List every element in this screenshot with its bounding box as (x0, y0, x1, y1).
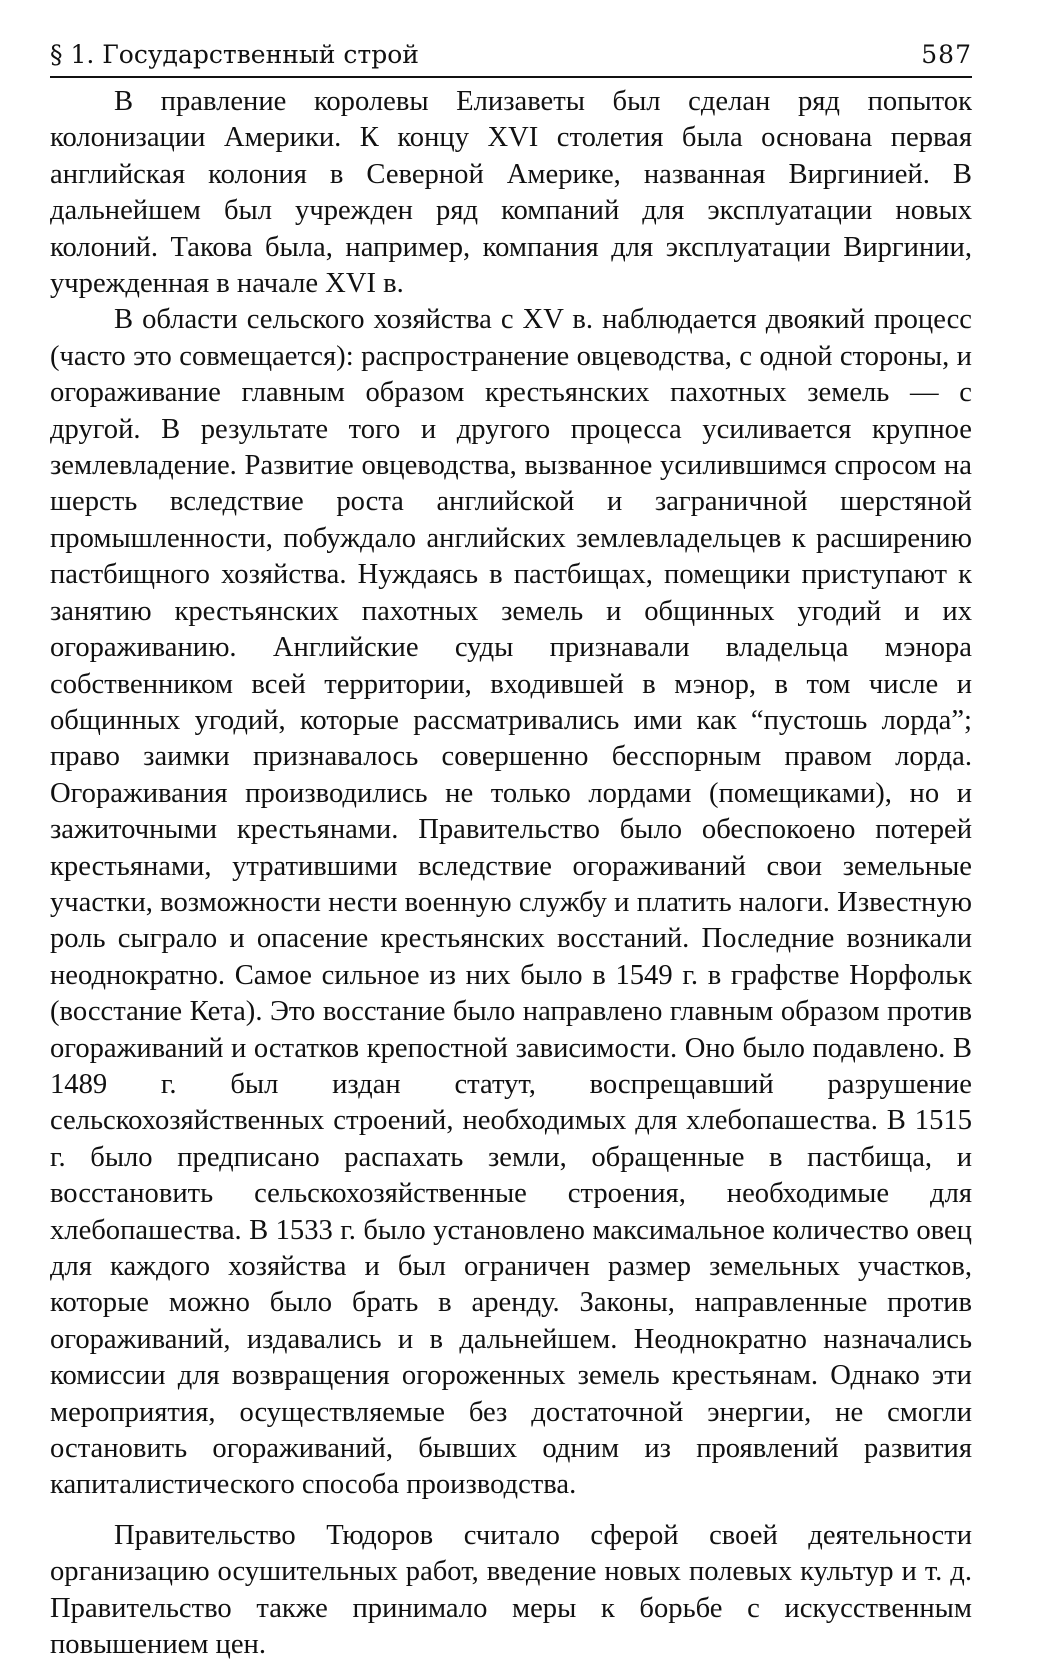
paragraph-agriculture: В области сельского хозяйства с XV в. наблюдается двоякий процесс (часто это совмещается): распространение овцеводства, с одной стороны, и огораживание главным образом крестьянских пахотных земель — с другой. В результате того и другого процесса усиливается крупное землевладение. Развитие овцеводства, вызванное усилившимся спросом на шерсть вследствие роста английской и заграничной шерстяной промышленности, побуждало английских землевладельцев к расширению пастбищного хозяйства. Нуждаясь в пастбищах, помещики приступают к занятию крестьянских пахотных земель и общинных угодий и их огораживанию. Английские суды признавали владельца мэнора собственником всей территории, входившей в мэнор, в том числе и общинных угодий, которые рассматривались ими как “пустошь лорда”; право заимки признавалось совершенно бесспорным правом лорда. Огораживания производились не только лордами (помещиками), но и зажиточными крестьянами. Правительство было обеспокоено потерей крестьянами, утратившими вследствие огораживаний свои земельные участки, возможности нести военную службу и платить налоги. Известную роль сыграло и опасение крестьянских восстаний. Последние возникали неоднократно. Самое сильное из них было в 1549 г. в графстве Норфольк (восстание Кета). Это восстание было направлено главным образом против огораживаний и остатков крепостной зависимости. Оно было подавлено. В 1489 г. был издан статут, воспрещавший разрушение сельскохозяйственных строений, необходимых для хлебопашества. В 1515 г. было предписано распахать земли, обращенные в пастбища, и восстановить сельскохозяйственные строения, необходимые для хлебопашества. В 1533 г. было установлено максимальное количество овец для каждого хозяйства и был ограничен размер земельных участков, которые можно было брать в аренду. Законы, направленные против огораживаний, издавались и в дальнейшем. Неоднократно назначались комиссии для возвращения огороженных земель крестьянам. Однако эти мероприятия, осуществляемые без достаточной энергии, не смогли остановить огораживаний, бывших одним из проявлений развития капиталистического способа производства. (50, 304, 972, 1501)
section-title: § 1. Государственный строй (50, 40, 419, 69)
running-head (50, 40, 972, 78)
book-page (50, 40, 972, 1663)
page-number: 587 (921, 40, 972, 69)
body-text (50, 84, 972, 1663)
paragraph-colonization: В правление королевы Елизаветы был сделан ряд попыток колонизации Америки. К концу XVI столетия была основана первая английская колония в Северной Америке, названная Виргинией. В дальнейшем был учрежден ряд компаний для эксплуатации новых колоний. Такова была, например, компания для эксплуатации Виргинии, учрежденная в начале XVI в. (50, 86, 972, 300)
paragraph-tudor-government: Правительство Тюдоров считало сферой своей деятельности организацию осушительных работ, введение новых полевых культур и т. д. Правительство также принимало меры к борьбе с искусственным повышением цен. (50, 1519, 972, 1661)
